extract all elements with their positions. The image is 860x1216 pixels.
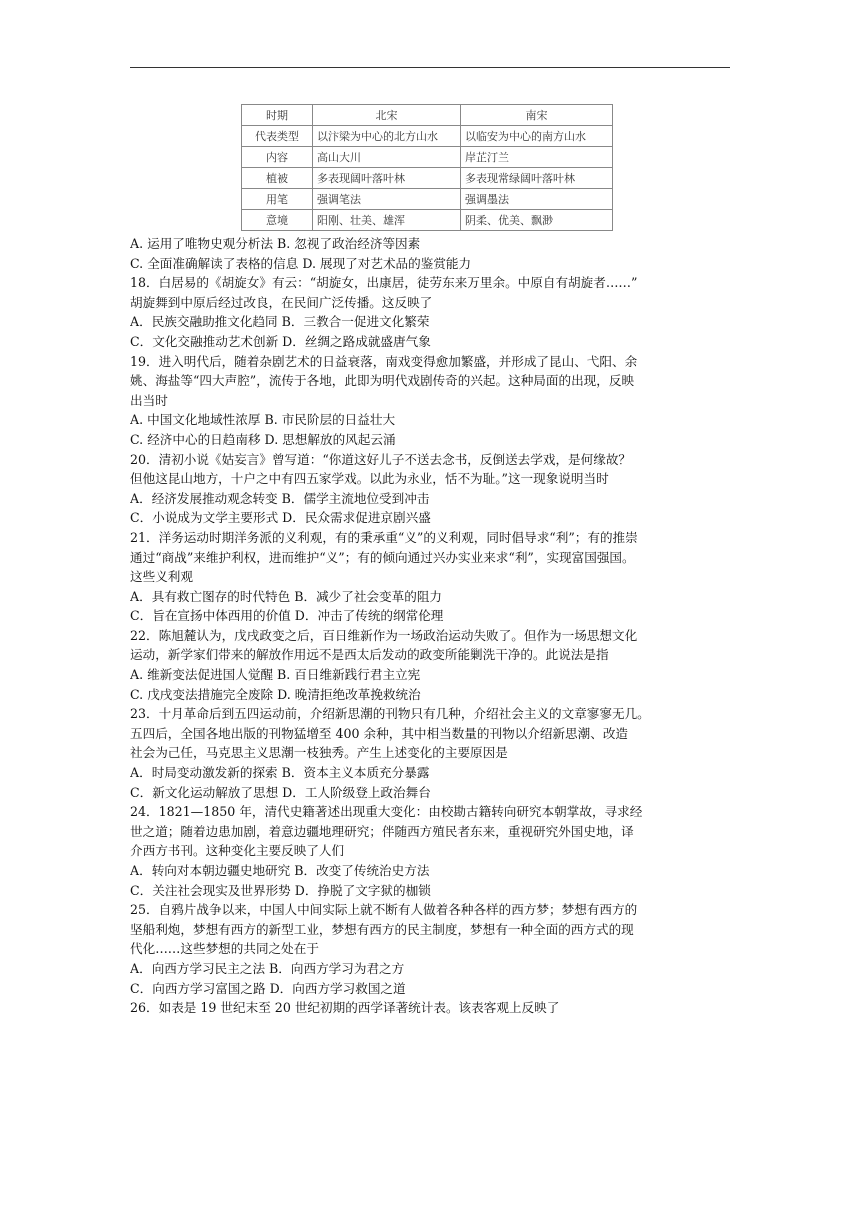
option-line-21-ab: A．具有救亡图存的时代特色 B．减少了社会变革的阻力 <box>130 588 443 604</box>
question-19-stem: 19．进入明代后，随着杂剧艺术的日益衰落，南戏变得愈加繁盛，并形成了昆山、弋阳、余 <box>130 353 638 369</box>
question-19-stem: 出当时 <box>130 392 168 408</box>
table-cell: 多表现常绿阔叶落叶林 <box>461 168 613 189</box>
question-21-stem: 21．洋务运动时期洋务派的义利观，有的秉承重“义”的义利观，同时倡导求“利”；有的推崇 <box>130 529 638 545</box>
question-23-stem: 23．十月革命后到五四运动前，介绍新思潮的刊物只有几种，介绍社会主义的文章寥寥无几。 <box>130 706 650 722</box>
option-line-24-ab: A．转向对本朝边疆史地研究 B．改变了传统治史方法 <box>130 863 430 878</box>
question-23-stem: 社会为己任，马克思主义思潮一枝独秀。产生上述变化的主要原因是 <box>130 745 508 761</box>
option-line-25-ab: A．向西方学习民主之法 B．向西方学习为君之方 <box>130 960 405 976</box>
option-line-24-cd: C．关注社会现实及世界形势 D．挣脱了文字狱的枷锁 <box>130 882 431 898</box>
question-18-stem: 胡旋舞到中原后经过改良，在民间广泛传播。这反映了 <box>130 294 433 310</box>
question-24-stem: 24．1821—1850 年，清代史籍著述出现重大变化：由校勘古籍转向研究本朝掌故，寻求经 <box>130 804 643 820</box>
question-22-stem: 运动，新学家们带来的解放作用远不是西太后发动的政变所能剿洗干净的。此说法是指 <box>130 647 609 663</box>
song-landscape-comparison-table <box>241 104 613 231</box>
question-24-stem: 世之道；随着边患加剧，着意边疆地理研究；伴随西方殖民者东来，重视研究外国史地，译 <box>130 823 634 839</box>
table-header-cell: 南宋 <box>461 105 613 126</box>
option-line-23-cd: C．新文化运动解放了思想 D．工人阶级登上政治舞台 <box>130 784 431 800</box>
table-cell: 高山大川 <box>313 147 461 168</box>
table-cell: 内容 <box>242 147 313 168</box>
table-cell: 强调笔法 <box>313 189 461 210</box>
table-row <box>242 168 613 189</box>
option-line-22-cd: C. 戊戌变法措施完全废除 D. 晚清拒绝改革挽救统治 <box>130 686 421 702</box>
table-cell: 阳刚、壮美、雄浑 <box>313 210 461 231</box>
table-cell: 岸芷汀兰 <box>461 147 613 168</box>
option-line-20-cd: C．小说成为文学主要形式 D．民众需求促进京剧兴盛 <box>130 510 431 526</box>
table-row <box>242 147 613 168</box>
table-cell: 以汴梁为中心的北方山水 <box>313 126 461 147</box>
question-25-stem: 代化……这些梦想的共同之处在于 <box>130 941 319 957</box>
option-line-18-ab: A．民族交融助推文化趋同 B．三教合一促进文化繁荣 <box>130 314 430 330</box>
option-line-20-ab: A．经济发展推动观念转变 B．儒学主流地位受到冲击 <box>130 490 430 506</box>
table-cell: 阴柔、优美、飘渺 <box>461 210 613 231</box>
table-cell: 植被 <box>242 168 313 189</box>
option-line-19-cd: C. 经济中心的日趋南移 D. 思想解放的风起云涌 <box>130 431 396 447</box>
option-line-17-ab: A. 运用了唯物史观分析法 B. 忽视了政治经济等因素 <box>130 236 421 251</box>
option-line-19-ab: A. 中国文化地域性浓厚 B. 市民阶层的日益壮大 <box>130 412 396 428</box>
question-text-body <box>130 234 730 1018</box>
table-row <box>242 126 613 147</box>
option-line-17-cd: C. 全面准确解读了表格的信息 D. 展现了对艺术品的鉴赏能力 <box>130 255 472 271</box>
option-line-21-cd: C．旨在宣扬中体西用的价值 D．冲击了传统的纲常伦理 <box>130 608 444 624</box>
option-line-22-ab: A. 维新变法促进国人觉醒 B. 百日维新践行君主立宪 <box>130 667 421 683</box>
question-20-stem: 20．清初小说《姑妄言》曾写道：“你道这好儿子不送去念书，反倒送去学戏，是何缘故？ <box>130 451 632 467</box>
option-line-23-ab: A．时局变动激发新的探索 B．资本主义本质充分暴露 <box>130 765 430 781</box>
question-25-stem: 25．自鸦片战争以来，中国人中间实际上就不断有人做着各种各样的西方梦；梦想有西方的 <box>130 902 638 918</box>
question-20-stem: 但他这昆山地方，十户之中有四五家学戏。以此为永业，恬不为耻。”这一现象说明当时 <box>130 471 609 487</box>
table-cell: 多表现阔叶落叶林 <box>313 168 461 189</box>
option-line-25-cd: C．向西方学习富国之路 D．向西方学习救国之道 <box>130 980 406 996</box>
table-row <box>242 210 613 231</box>
question-19-stem: 姚、海盐等“四大声腔”，流传于各地，此即为明代戏剧传奇的兴起。这种局面的出现，反映 <box>130 373 635 389</box>
table-cell: 代表类型 <box>242 126 313 147</box>
question-24-stem: 介西方书刊。这种变化主要反映了人们 <box>130 843 345 859</box>
table-cell: 强调墨法 <box>461 189 613 210</box>
question-22-stem: 22．陈旭麓认为，戊戌政变之后，百日维新作为一场政治运动失败了。但作为一场思想文化 <box>130 627 638 643</box>
table-header-cell: 北宋 <box>313 105 461 126</box>
table-cell: 用笔 <box>242 189 313 210</box>
question-25-stem: 坚船利炮，梦想有西方的新型工业，梦想有西方的民主制度，梦想有一种全面的西方式的现 <box>130 921 634 937</box>
question-26-stem: 26．如表是 19 世纪末至 20 世纪初期的西学译著统计表。该表客观上反映了 <box>130 1000 560 1016</box>
table-cell: 意境 <box>242 210 313 231</box>
question-23-stem: 五四后，全国各地出版的刊物猛增至 400 余种，其中相当数量的刊物以介绍新思潮、改造 <box>130 725 629 741</box>
header-rule <box>130 67 730 68</box>
question-21-stem: 通过“商战”来维护利权，进而维护“义”；有的倾向通过兴办实业来求“利”，实现富国强国。 <box>130 549 635 565</box>
question-18-stem: 18．白居易的《胡旋女》有云：“胡旋女，出康居，徒劳东来万里余。中原自有胡旋者……” <box>130 275 638 291</box>
option-line-18-cd: C．文化交融推动艺术创新 D．丝绸之路成就盛唐气象 <box>130 333 431 349</box>
table-cell: 以临安为中心的南方山水 <box>461 126 613 147</box>
question-21-stem: 这些义利观 <box>130 569 193 585</box>
table-header-row <box>242 105 613 126</box>
table-row <box>242 189 613 210</box>
table-header-cell: 时期 <box>242 105 313 126</box>
